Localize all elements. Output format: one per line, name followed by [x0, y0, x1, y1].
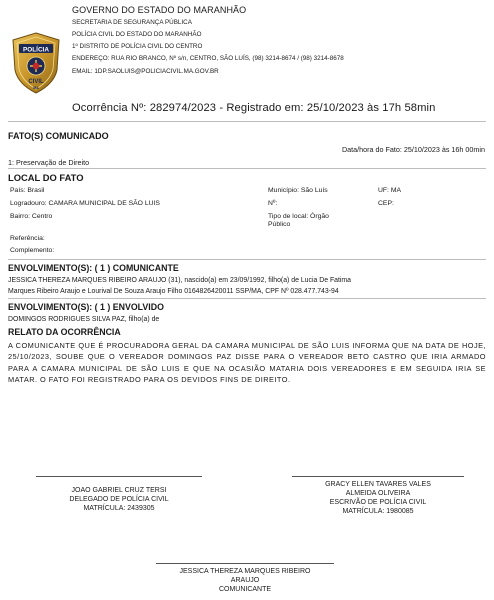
comunicante-line1: JESSICA THEREZA MARQUES RIBEIRO ARAUJO (31), nascido(a) em 23/09/1992, filho(a) de Lucia De Fatima	[8, 277, 352, 284]
org-line: POLÍCIA CIVIL DO ESTADO DO MARANHÃO	[72, 31, 202, 38]
local-bairro: Bairro: Centro	[10, 213, 53, 220]
org-header	[72, 4, 344, 77]
comunicante-title: ENVOLVIMENTO(S): ( 1 ) COMUNICANTE	[8, 263, 179, 273]
signature-line	[292, 476, 464, 477]
fato-datetime: Data/hora do Fato: 25/10/2023 às 16h 00min	[341, 145, 485, 154]
divider	[8, 168, 486, 169]
local-tipo: Tipo de local: Órgão	[268, 213, 329, 220]
local-title: LOCAL DO FATO	[8, 172, 84, 183]
delegado-matricula: MATRÍCULA: 2439305	[83, 505, 155, 512]
local-tipo-2: Público	[268, 221, 291, 228]
police-badge-icon	[10, 32, 62, 94]
occurrence-number: Ocorrência Nº: 282974/2023 - Registrado em: 25/10/2023 às 17h 58min	[72, 102, 436, 114]
local-logradouro: Logradouro: CAMARA MUNICIPAL DE SÃO LUIS	[10, 200, 160, 207]
fato-title: FATO(S) COMUNICADO	[8, 131, 109, 141]
delegado-role: DELEGADO DE POLÍCIA CIVIL	[69, 496, 169, 503]
signature-line	[156, 563, 334, 564]
escrivao-role: ESCRIVÃO DE POLÍCIA CIVIL	[329, 499, 427, 506]
envolvido-line1: DOMINGOS RODRIGUES SILVA PAZ, filho(a) de	[8, 316, 160, 323]
escrivao-matricula: MATRÍCULA: 1980085	[342, 508, 414, 515]
local-municipio: Município: São Luís	[268, 187, 328, 194]
comunicante-sig-role: COMUNICANTE	[218, 586, 272, 593]
escrivao-name: GRACY ELLEN TAVARES VALES	[325, 481, 431, 488]
local-cep: CEP:	[378, 200, 394, 207]
org-line: 1º DISTRITO DE POLÍCIA CIVIL DO CENTRO	[72, 43, 203, 50]
comunicante-sig-name: JESSICA THEREZA MARQUES RIBEIRO	[179, 568, 311, 575]
divider	[8, 298, 486, 299]
relato-text: A COMUNICANTE QUE É PROCURADORA GERAL DA CAMARA MUNICIPAL DE SÃO LUIS INFORMA QUE NA DATA DE HOJE, 25/10/2023, SOUBE QUE O VEREADOR DOMINGOS PAZ DISSE PARA O VEREADOR BETO CASTRO QUE IRIA ARMADO PARA A CAMARA MUNICIPAL DE SÃO LUIS E QUE NA OCASIÃO MATARIA DOIS VEREADORES E EM SEGUIDA IRIA SE MATAR. O FATO FOI REGISTRADO PARA OS DEVIDOS FINS DE DIREITO.	[8, 341, 486, 385]
escrivao-name-2: ALMEIDA OLIVEIRA	[345, 490, 411, 497]
local-complemento: Complemento:	[10, 247, 55, 254]
relato-title: RELATO DA OCORRÊNCIA	[8, 327, 121, 337]
signature-line	[36, 476, 202, 477]
signature-comunicante	[156, 567, 334, 594]
local-referencia: Referência:	[10, 235, 45, 242]
delegado-name: JOAO GABRIEL CRUZ TERSI	[71, 487, 167, 494]
local-pais: País: Brasil	[10, 187, 45, 194]
org-line: SECRETARIA DE SEGURANÇA PÚBLICA	[72, 19, 192, 26]
badge-top-text: POLÍCIA	[23, 46, 49, 54]
address-line: ENDEREÇO: RUA RIO BRANCO, Nº s/n, CENTRO, SÃO LUÍS, (98) 3214-8674 / (98) 3214-8678	[72, 55, 344, 62]
comunicante-line2: Marques Ribeiro Araujo e Lourival De Souza Araujo Filho 0164826420011 SSP/MA, CPF Nº 028.477.743-94	[8, 288, 339, 295]
signature-escrivao	[292, 480, 464, 516]
envolvido-title: ENVOLVIMENTO(S): ( 1 ) ENVOLVIDO	[8, 302, 164, 312]
signature-delegado	[36, 486, 202, 513]
email-line: EMAIL: 1DP.SAOLUIS@POLICIACIVIL.MA.GOV.BR	[72, 68, 219, 75]
badge-state-text: MA	[33, 86, 39, 90]
local-uf: UF: MA	[378, 187, 402, 194]
divider	[8, 121, 486, 122]
comunicante-sig-name-2: ARAUJO	[230, 577, 260, 584]
gov-title: GOVERNO DO ESTADO DO MARANHÃO	[72, 5, 247, 15]
divider	[8, 259, 486, 260]
fato-item: 1: Preservação de Direito	[8, 158, 90, 167]
local-numero: Nº:	[268, 200, 278, 207]
badge-bottom-text: CIVIL	[28, 79, 44, 85]
